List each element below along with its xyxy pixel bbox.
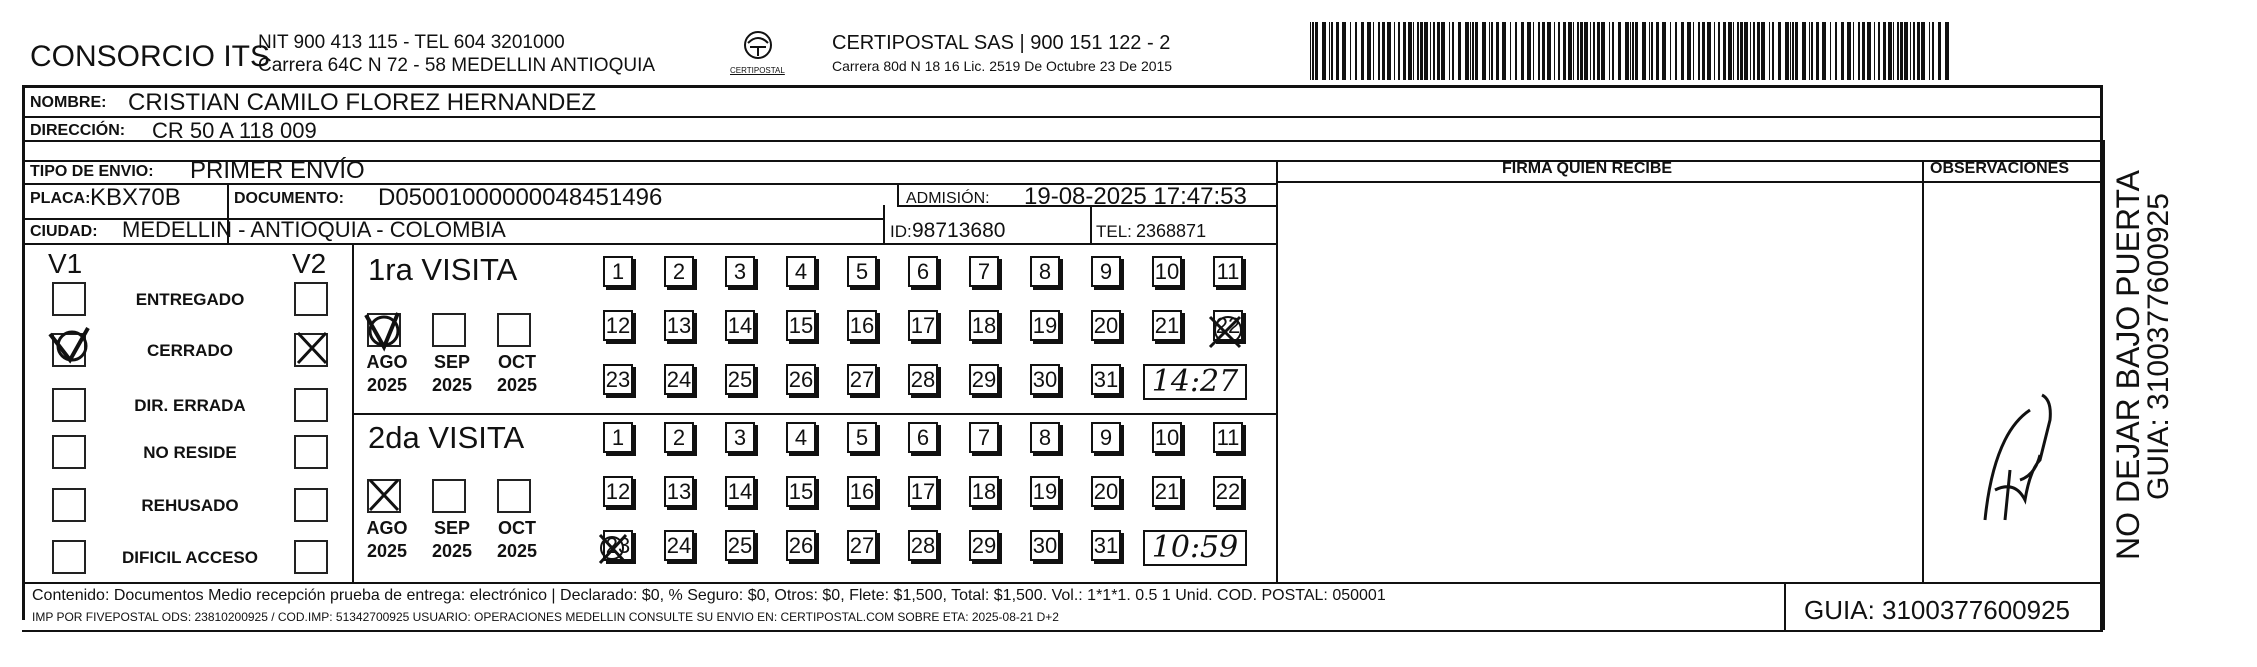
day-box[interactable]: 7: [969, 422, 999, 453]
day-box[interactable]: 21: [1152, 476, 1182, 507]
day-box[interactable]: 8: [1030, 422, 1060, 453]
day-box[interactable]: 5: [847, 422, 877, 453]
status-label: NO RESIDE: [143, 443, 237, 462]
day-box[interactable]: 9: [1091, 256, 1121, 287]
day-box[interactable]: 19: [1030, 310, 1060, 341]
row-line-5: [22, 243, 1278, 245]
day-box[interactable]: 29: [969, 530, 999, 561]
day-box[interactable]: 1: [603, 256, 633, 287]
day-box[interactable]: 11: [1213, 256, 1243, 287]
day-box[interactable]: 21: [1152, 310, 1182, 341]
v1-checkbox[interactable]: [52, 435, 86, 469]
documento-value: D05001000000048451496: [378, 184, 663, 211]
day-box[interactable]: 23: [603, 530, 633, 561]
barcode: [1310, 22, 1950, 80]
company-name: CONSORCIO ITS: [30, 40, 271, 73]
day-box[interactable]: 24: [664, 364, 694, 395]
v2-label: V2: [292, 248, 327, 279]
day-box[interactable]: 25: [725, 530, 755, 561]
footer-guia: GUIA: 3100377600925: [1804, 595, 2070, 625]
month-label: SEP: [433, 352, 471, 372]
col-line-observaciones: [1922, 160, 1924, 582]
year-label: 2025: [366, 375, 408, 395]
visit-time: 10:59: [1143, 530, 1247, 566]
month-checkbox[interactable]: [497, 479, 531, 513]
day-box[interactable]: 18: [969, 310, 999, 341]
col-line-signature: [1276, 160, 1278, 582]
day-box[interactable]: 15: [786, 310, 816, 341]
day-box[interactable]: 24: [664, 530, 694, 561]
v1-checkbox[interactable]: [52, 540, 86, 574]
day-box[interactable]: 14: [725, 310, 755, 341]
day-box[interactable]: 28: [908, 364, 938, 395]
v2-checkbox[interactable]: [294, 282, 328, 316]
day-box[interactable]: 17: [908, 310, 938, 341]
day-box[interactable]: 17: [908, 476, 938, 507]
tipo-envio-label: TIPO DE ENVIO:: [30, 163, 154, 180]
day-box[interactable]: 22: [1213, 310, 1243, 341]
day-box[interactable]: 5: [847, 256, 877, 287]
row-line-visit2: [352, 413, 1276, 415]
day-box[interactable]: 30: [1030, 530, 1060, 561]
day-box[interactable]: 22: [1213, 476, 1243, 507]
year-label: 2025: [496, 375, 538, 395]
nombre-label: NOMBRE:: [30, 94, 107, 111]
direccion-value: CR 50 A 118 009: [152, 118, 317, 143]
day-box[interactable]: 31: [1091, 364, 1121, 395]
visit1-title: 1ra VISITA: [368, 252, 518, 287]
day-box[interactable]: 25: [725, 364, 755, 395]
day-box[interactable]: 13: [664, 310, 694, 341]
day-box[interactable]: 10: [1152, 422, 1182, 453]
v1-checkbox[interactable]: [52, 333, 86, 367]
placa-value: KBX70B: [90, 184, 181, 211]
direccion-label: DIRECCIÓN:: [30, 122, 126, 139]
day-box[interactable]: 12: [603, 476, 633, 507]
month-checkbox[interactable]: [367, 479, 401, 513]
day-box[interactable]: 27: [847, 364, 877, 395]
month-label: AGO: [366, 518, 408, 538]
firma-label: FIRMA QUIEN RECIBE: [1502, 160, 1673, 177]
v1-checkbox[interactable]: [52, 488, 86, 522]
observaciones-label: OBSERVACIONES: [1930, 160, 2069, 177]
day-box[interactable]: 4: [786, 256, 816, 287]
frame-top: [22, 85, 2102, 88]
row-line-2: [22, 140, 2102, 142]
status-label: DIFICIL ACCESO: [121, 548, 258, 567]
v2-checkbox[interactable]: [294, 488, 328, 522]
day-box[interactable]: 11: [1213, 422, 1243, 453]
status-label: CERRADO: [147, 341, 233, 360]
day-box[interactable]: 3: [725, 256, 755, 287]
ciudad-value: MEDELLIN - ANTIOQUIA - COLOMBIA: [122, 217, 506, 242]
month-label: SEP: [433, 518, 471, 538]
year-label: 2025: [431, 375, 473, 395]
visit2-title: 2da VISITA: [368, 420, 525, 455]
month-checkbox[interactable]: [497, 313, 531, 347]
day-box[interactable]: 28: [908, 530, 938, 561]
status-label: ENTREGADO: [135, 290, 245, 309]
day-box[interactable]: 14: [725, 476, 755, 507]
day-box[interactable]: 26: [786, 530, 816, 561]
day-box[interactable]: 3: [725, 422, 755, 453]
day-box[interactable]: 20: [1091, 310, 1121, 341]
day-box[interactable]: 19: [1030, 476, 1060, 507]
admision-label: ADMISIÓN:: [906, 190, 990, 207]
documento-label: DOCUMENTO:: [234, 190, 344, 207]
footer-imp: IMP POR FIVEPOSTAL ODS: 23810200925 / COD.IMP: 51342700925 USUARIO: OPERACIONES MEDELLIN CONSULTE SU ENVIO EN: CERTIPOSTAL.COM SOBRE ETA: 2025-08-21 D+2: [32, 610, 1059, 624]
v2-checkbox[interactable]: [294, 435, 328, 469]
day-box[interactable]: 4: [786, 422, 816, 453]
month-label: OCT: [498, 518, 536, 538]
ciudad-label: CIUDAD:: [30, 223, 98, 240]
month-label: OCT: [498, 352, 536, 372]
frame-left: [22, 85, 25, 620]
day-box[interactable]: 15: [786, 476, 816, 507]
admision-value: 19-08-2025 17:47:53: [1024, 183, 1247, 210]
day-box[interactable]: 27: [847, 530, 877, 561]
day-box[interactable]: 16: [847, 310, 877, 341]
col-line-admision: [897, 183, 899, 205]
v1-checkbox[interactable]: [52, 282, 86, 316]
tipo-envio-value: PRIMER ENVÍO: [190, 157, 365, 184]
day-box[interactable]: 8: [1030, 256, 1060, 287]
day-box[interactable]: 20: [1091, 476, 1121, 507]
v2-checkbox[interactable]: [294, 388, 328, 422]
day-box[interactable]: 18: [969, 476, 999, 507]
year-label: 2025: [431, 541, 473, 561]
month-checkbox[interactable]: [432, 479, 466, 513]
footer-contenido: Contenido: Documentos Medio recepción prueba de entrega: electrónico | Declarado: $0, % Seguro: $0, Otros: $0, Flete: $1,500, Total: $1,500. Vol.: 1*1*1. 0.5 1 Unid. COD. POSTAL: 050001: [32, 587, 1386, 604]
v1-label: V1: [48, 248, 83, 279]
day-box[interactable]: 1: [603, 422, 633, 453]
day-box[interactable]: 12: [603, 310, 633, 341]
id-value: 98713680: [912, 219, 1006, 242]
day-box[interactable]: 13: [664, 476, 694, 507]
guia-vertical: GUIA: 3100377600925: [2142, 193, 2175, 500]
day-box[interactable]: 23: [603, 364, 633, 395]
tel-label: TEL:: [1096, 222, 1132, 241]
logo-caption: CERTIPOSTAL: [730, 66, 785, 75]
status-label: REHUSADO: [141, 496, 239, 515]
nit-line: NIT 900 413 115 - TEL 604 3201000: [258, 32, 565, 53]
certipostal-line2: Carrera 80d N 18 16 Lic. 2519 De Octubre 23 De 2015: [832, 58, 1173, 74]
nombre-value: CRISTIAN CAMILO FLOREZ HERNANDEZ: [128, 89, 597, 116]
day-box[interactable]: 29: [969, 364, 999, 395]
col-line-id: [883, 205, 885, 243]
v1-checkbox[interactable]: [52, 388, 86, 422]
certipostal-line1: CERTIPOSTAL SAS | 900 151 122 - 2: [832, 32, 1171, 54]
frame-right-inner: [2102, 140, 2105, 630]
day-box[interactable]: 10: [1152, 256, 1182, 287]
day-box[interactable]: 7: [969, 256, 999, 287]
day-box[interactable]: 2: [664, 422, 694, 453]
day-box[interactable]: 26: [786, 364, 816, 395]
no-dejar-bajo-puerta: NO DEJAR BAJO PUERTA: [2110, 170, 2146, 560]
v2-checkbox[interactable]: [294, 540, 328, 574]
placa-label: PLACA:: [30, 190, 91, 207]
day-box[interactable]: 31: [1091, 530, 1121, 561]
month-checkbox[interactable]: [367, 313, 401, 347]
day-box[interactable]: 9: [1091, 422, 1121, 453]
address-line: Carrera 64C N 72 - 58 MEDELLIN ANTIOQUIA: [258, 55, 656, 76]
day-box[interactable]: 6: [908, 256, 938, 287]
day-box[interactable]: 30: [1030, 364, 1060, 395]
day-box[interactable]: 2: [664, 256, 694, 287]
day-box[interactable]: 16: [847, 476, 877, 507]
visit-time: 14:27: [1143, 364, 1247, 400]
sig-header-line: [1278, 181, 2100, 183]
footer-divider: [1784, 582, 1786, 632]
month-label: AGO: [366, 352, 408, 372]
v2-checkbox[interactable]: [294, 333, 328, 367]
month-checkbox[interactable]: [432, 313, 466, 347]
year-label: 2025: [366, 541, 408, 561]
tel-value: 2368871: [1136, 221, 1207, 241]
frame-bottom: [22, 630, 2102, 632]
day-box[interactable]: 6: [908, 422, 938, 453]
frame-footer-top: [22, 582, 2102, 584]
id-label: ID:: [890, 222, 912, 241]
year-label: 2025: [496, 541, 538, 561]
status-label: DIR. ERRADA: [134, 396, 246, 415]
